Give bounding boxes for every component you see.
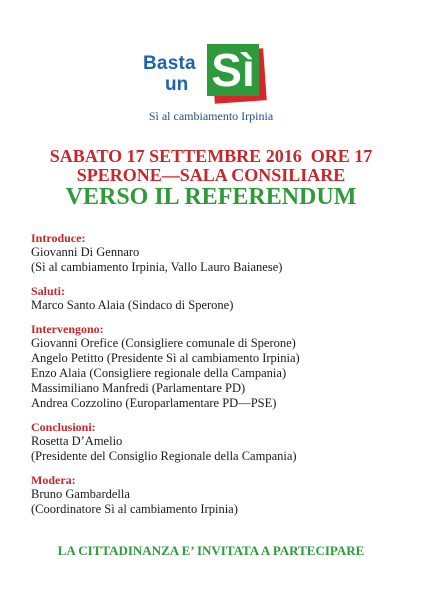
event-title: VERSO IL REFERENDUM <box>65 184 357 210</box>
logo-word-un: un <box>165 74 189 95</box>
section-saluti <box>31 284 411 313</box>
section-line: (Sì al cambiamento Irpinia, Vallo Lauro Baianese) <box>31 260 283 274</box>
section-line: Enzo Alaia (Consigliere regionale della Campania) <box>31 366 287 380</box>
logo-si-mark <box>205 42 267 104</box>
section-label: Introduce: <box>31 231 86 245</box>
section-line: (Coordinatore Sì al cambiamento Irpinia) <box>31 502 238 516</box>
section-label: Saluti: <box>31 284 66 298</box>
section-label: Intervengono: <box>31 322 104 336</box>
invitation-footer: LA CITTADINANZA E’ INVITATA A PARTECIPARE <box>57 543 365 558</box>
section-line: Andrea Cozzolino (Europarlamentare PD—PSE) <box>31 396 277 410</box>
logo-word-basta: Basta <box>143 53 196 74</box>
section-line: (Presidente del Consiglio Regionale della Campania) <box>31 449 297 463</box>
section-introduce <box>31 231 411 275</box>
section-line: Rosetta D’Amelio <box>31 434 123 448</box>
logo-si-text: Sì <box>211 44 255 96</box>
tagline: Sì al cambiamento Irpinia <box>148 109 274 123</box>
section-line: Bruno Gambardella <box>31 487 130 501</box>
section-label: Conclusioni: <box>31 420 96 434</box>
section-line: Giovanni Di Gennaro <box>31 245 140 259</box>
event-date: SABATO 17 SETTEMBRE 2016 ORE 17 <box>49 146 373 166</box>
section-label: Modera: <box>31 473 76 487</box>
section-line: Giovanni Orefice (Consigliere comunale di Sperone) <box>31 336 296 350</box>
logo <box>143 42 283 104</box>
section-line: Massimiliano Manfredi (Parlamentare PD) <box>31 381 246 395</box>
section-line: Angelo Petitto (Presidente Sì al cambiamento Irpinia) <box>31 351 300 365</box>
section-line: Marco Santo Alaia (Sindaco di Sperone) <box>31 298 234 312</box>
section-intervengono <box>31 322 411 411</box>
section-conclusioni <box>31 420 411 464</box>
section-modera <box>31 473 411 517</box>
event-place: SPERONE—SALA CONSILIARE <box>76 165 346 185</box>
program <box>31 231 411 526</box>
